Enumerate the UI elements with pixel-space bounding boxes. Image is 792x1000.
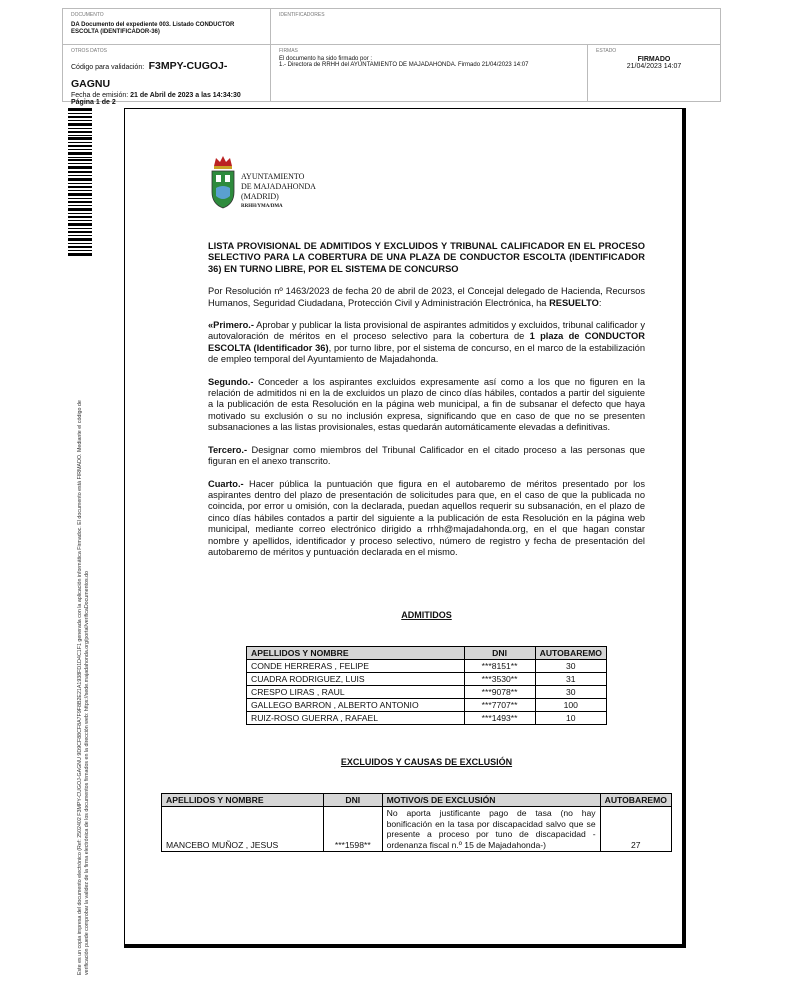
firmas-line1: El documento ha sido firmado por :	[279, 56, 373, 62]
primero-text-b: , por turno libre, por el sistema de concurso, en el marco de la estabilización de empleo temporal del Ayuntamiento de Majadahonda.	[208, 342, 645, 365]
intro-resuelto: RESUELTO	[549, 297, 599, 308]
row-score: 27	[600, 807, 671, 852]
tercero-paragraph	[208, 445, 645, 468]
row-name: MANCEBO MUÑOZ , JESUS	[162, 807, 324, 852]
barcode-icon	[68, 108, 92, 258]
primero-bold: 1 plaza de CONDUCTOR ESCOLTA (Identificador 36)	[208, 331, 645, 353]
tercero-lead: Tercero.-	[208, 444, 248, 455]
col-autobaremo: AUTOBAREMO	[600, 794, 671, 807]
side-text-line1: Este es un copia impresa del documento electrónico (Ref: 2502402 F3MPY-CUGOJ-GAGNU 9D9CF88CF8A7F9F8B2E21A1938FD1D4C1F1 generada con la aplicación informática Firmadoc. El documento está FIRMADO. Mediante el código de	[77, 400, 83, 975]
row-name: GALLEGO BARRON , ALBERTO ANTONIO	[247, 699, 465, 712]
row-score: 31	[535, 673, 606, 686]
fecha-label: Fecha de emisión:	[71, 92, 129, 99]
intro-end: :	[598, 297, 602, 308]
col-dni: DNI	[464, 647, 535, 660]
row-name: CUADRA RODRIGUEZ, LUIS	[247, 673, 465, 686]
intro-paragraph	[208, 286, 645, 309]
row-name: RUIZ-ROSO GUERRA , RAFAEL	[247, 712, 465, 725]
cuarto-paragraph	[208, 479, 645, 559]
row-dni: ***1598**	[323, 807, 382, 852]
tercero-text: Designar como miembros del Tribunal Calificador en el citado proceso a las personas que figuran en el anexo transcrito.	[208, 444, 645, 467]
row-dni: ***7707**	[464, 699, 535, 712]
firmas-label: FIRMAS	[279, 48, 298, 54]
signature-header	[62, 8, 721, 106]
row-dni: ***1493**	[464, 712, 535, 725]
estado-date: 21/04/2023 14:07	[626, 63, 682, 70]
fecha-value: 21 de Abril de 2023 a las 14:34:30	[130, 92, 241, 99]
firmas-cell	[271, 45, 588, 101]
primero-text-a: Aprobar y publicar la lista provisional de aspirantes admitidos y excluidos, tribunal calificador y autovaloración de méritos en el proceso selectivo para la cobertura de	[208, 320, 645, 342]
pagina: Página 1 de 2	[71, 99, 116, 106]
excluidos-table	[161, 793, 672, 852]
side-verification-text	[77, 295, 91, 975]
col-apellidos: APELLIDOS Y NOMBRE	[162, 794, 324, 807]
table-row	[247, 686, 607, 699]
documento-text: DA Documento del expediente 003. Listado CONDUCTOR ESCOLTA (IDENTIFICADOR-36)	[71, 22, 235, 35]
table-row	[162, 807, 672, 852]
codigo-label: Código para validación:	[71, 64, 145, 71]
row-motivo: No aporta justificante pago de tasa (no hay bonificación en la tasa por discapacidad salvo que se presente a proceso por tuno de discapacidad -ordenanza fiscal n.º 15 de Majadahonda-)	[382, 807, 600, 852]
estado-label: ESTADO	[596, 48, 617, 54]
col-apellidos: APELLIDOS Y NOMBRE	[247, 647, 465, 660]
row-score: 100	[535, 699, 606, 712]
intro-text: Por Resolución nº 1463/2023 de fecha 20 de abril de 2023, el Concejal delegado de Hacienda, Recursos Humanos, Seguridad Ciudadana, Protección Civil y Administración Electrónica, ha	[208, 286, 645, 308]
org-line1: AYUNTAMIENTO	[241, 172, 305, 181]
resolution-body	[208, 241, 645, 569]
row-name: CONDE HERRERAS , FELIPE	[247, 660, 465, 673]
org-line2: DE MAJADAHONDA	[241, 182, 316, 191]
excluidos-header-row	[162, 794, 672, 807]
otros-datos-label: OTROS DATOS	[71, 48, 107, 54]
estado-value: FIRMADO	[637, 56, 671, 63]
org-ref: RRHH/YMA/DMA	[241, 204, 283, 209]
row-dni: ***9078**	[464, 686, 535, 699]
organization-name	[241, 172, 316, 212]
row-score: 30	[535, 686, 606, 699]
segundo-paragraph	[208, 377, 645, 434]
table-row	[247, 712, 607, 725]
identificadores-label: IDENTIFICADORES	[279, 12, 325, 18]
col-autobaremo: AUTOBAREMO	[535, 647, 606, 660]
admitidos-heading: ADMITIDOS	[401, 610, 452, 620]
cuarto-lead: Cuarto.-	[208, 478, 244, 489]
admitidos-table	[246, 646, 607, 725]
primero-lead: «Primero.-	[208, 320, 254, 331]
otros-datos-cell	[63, 45, 271, 106]
admitidos-header-row	[247, 647, 607, 660]
documento-cell	[63, 9, 271, 45]
row-name: CRESPO LIRAS , RAUL	[247, 686, 465, 699]
segundo-text: Conceder a los aspirantes excluidos expresamente así como a los que no figuren en la relación de admitidos ni en la de excluidos un plazo de cinco días hábiles, contados a partir del siguiente a la publicación de esta Resolución en la página web municipal, a fin de subsanar el defecto que haya motivado su exclusión o su no inclusión expresa, significando que en caso de que no se presenten subsanaciones a las listas provisionales, estas quedarán automáticamente elevadas a definitivas.	[208, 376, 645, 433]
table-row	[247, 660, 607, 673]
document-title: LISTA PROVISIONAL DE ADMITIDOS Y EXCLUIDOS Y TRIBUNAL CALIFICADOR EN EL PROCESO SELECTIVO PARA LA COBERTURA DE UNA PLAZA DE CONDUCTOR ESCOLTA (IDENTIFICADOR 36) EN TURNO LIBRE, POR EL SISTEMA DE CONCURSO	[208, 241, 645, 274]
documento-label: DOCUMENTO	[71, 12, 104, 18]
table-row	[247, 699, 607, 712]
firmas-line2: 1.- Directora de RRHH del AYUNTAMIENTO DE MAJADAHONDA. Firmado 21/04/2023 14:07	[279, 62, 529, 68]
org-line3: (MADRID)	[241, 192, 279, 201]
col-dni: DNI	[323, 794, 382, 807]
codigo-value: F3MPY-CUGOJ-GAGNU	[71, 60, 228, 90]
segundo-lead: Segundo.-	[208, 376, 254, 387]
row-dni: ***8151**	[464, 660, 535, 673]
row-score: 10	[535, 712, 606, 725]
col-motivo: MOTIVO/S DE EXCLUSIÓN	[382, 794, 600, 807]
estado-cell	[588, 45, 720, 101]
row-score: 30	[535, 660, 606, 673]
cuarto-text: Hacer pública la puntuación que figura en el autobaremo de méritos presentado por los aspirantes dentro del plazo de presentación de solicitudes para que, en el caso de que la publicada no coincida, por error u omisión, con la declarada, puedan aquellos requerir su subsanación, en el plazo de cinco días hábiles contados a partir del siguiente a la publicación de esta Resolución en la página web municipal, mediante correo electrónico dirigido a rrhh@majadahonda.org, en el que hagan constar nombre y apellidos, identificador y proceso selectivo, número de registro y fecha de presentación del autobaremo de méritos y puntuación declarada en el mismo.	[208, 478, 645, 557]
primero-paragraph	[208, 320, 645, 366]
coat-of-arms-icon	[208, 152, 238, 214]
excluidos-heading: EXCLUIDOS Y CAUSAS DE EXCLUSIÓN	[340, 757, 513, 767]
identificadores-cell	[271, 9, 720, 45]
side-text-line2: verificación puede comprobar la validez de la firma electrónica de los documentos firmados en la dirección web: https://sede.majadahonda.org/portal/verificaDocumentos.do	[84, 571, 90, 975]
row-dni: ***3530**	[464, 673, 535, 686]
table-row	[247, 673, 607, 686]
